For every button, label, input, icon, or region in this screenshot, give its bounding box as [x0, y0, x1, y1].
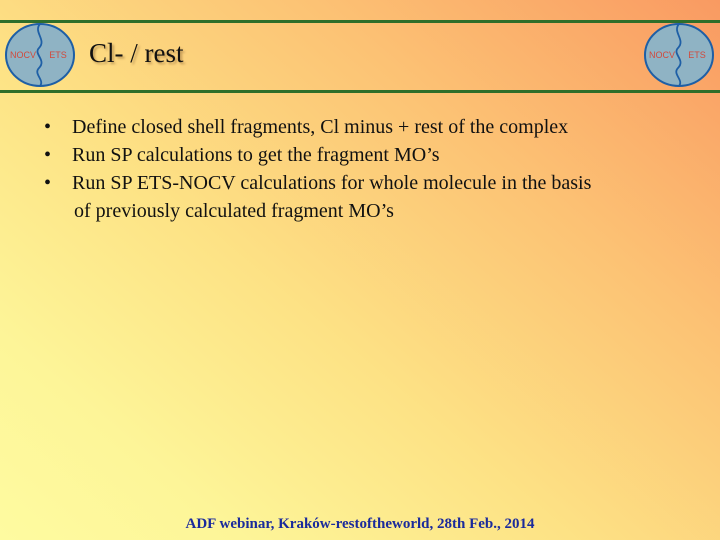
bullet-continuation [44, 197, 704, 225]
ets-nocv-logo-icon [3, 22, 77, 88]
bullet-item [44, 113, 704, 141]
bullet-continuation-text: of previously calculated fragment MO’s [74, 200, 394, 222]
title-underline-rule [0, 90, 720, 93]
ets-nocv-logo-icon [642, 22, 716, 88]
bullet-item [44, 169, 704, 197]
logo-right-text: ETS [688, 50, 706, 60]
bullet-item [44, 141, 704, 169]
logo-right-text: ETS [49, 50, 67, 60]
logo-left-text: NOCV [648, 50, 676, 60]
bullet-text: Run SP ETS-NOCV calculations for whole molecule in the basis [72, 172, 592, 194]
bullet-dot: • [44, 144, 52, 166]
bullet-text: Define closed shell fragments, Cl minus + rest of the complex [72, 116, 569, 138]
slide-footer: ADF webinar, Kraków-restoftheworld, 28th Feb., 2014 [185, 516, 535, 532]
bullet-dot: • [44, 116, 52, 138]
bullet-text: Run SP calculations to get the fragment MO’s [72, 144, 440, 166]
slide-title: Cl- / rest [89, 38, 184, 68]
bullet-list [44, 113, 704, 225]
bullet-dot: • [44, 172, 52, 194]
logo-left-text: NOCV [9, 50, 37, 60]
top-rule [0, 20, 720, 23]
